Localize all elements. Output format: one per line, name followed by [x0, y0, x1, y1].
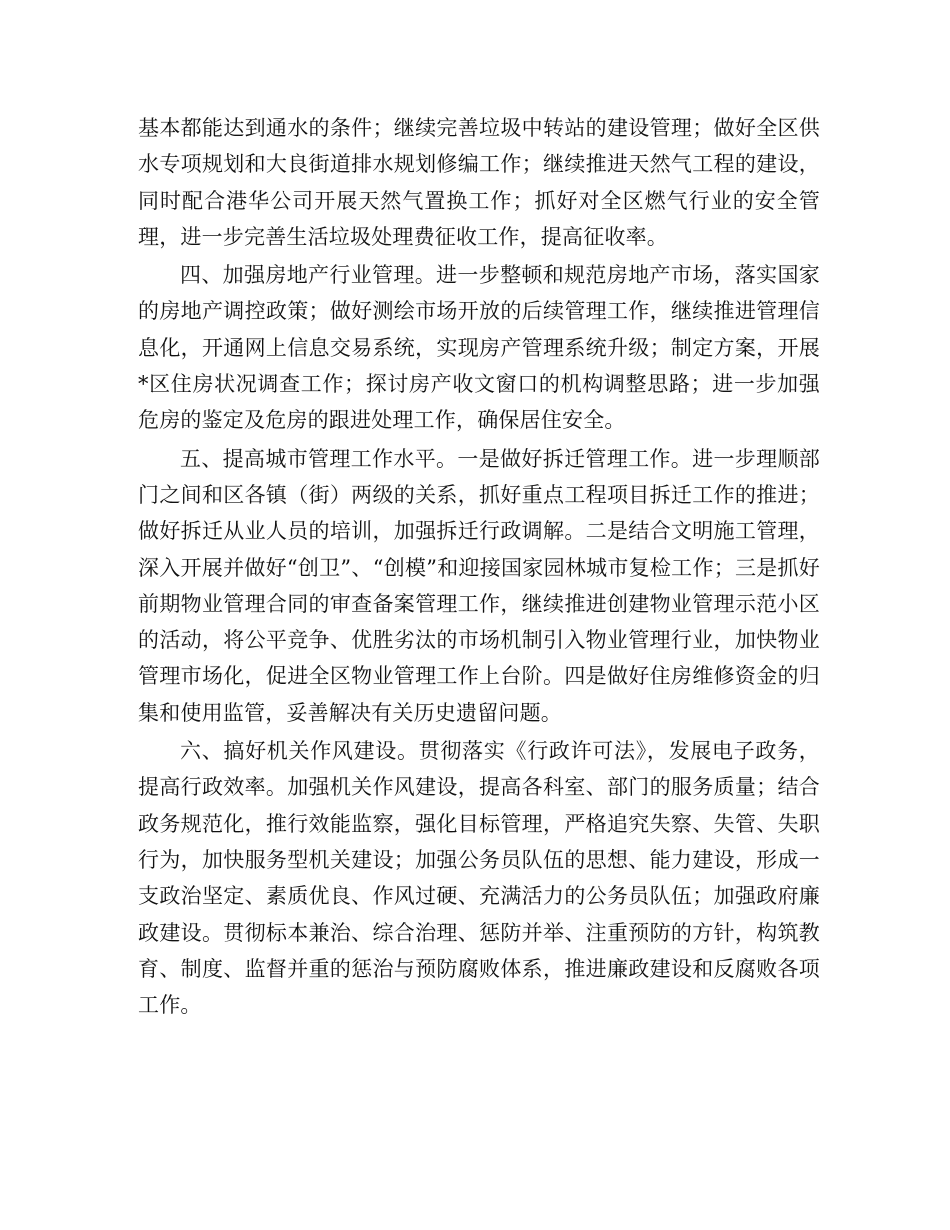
document-page — [138, 110, 820, 1025]
paragraph-section-six: 六、搞好机关作风建设。贯彻落实《行政许可法》，发展电子政务，提高行政效率。加强机关作风建设，提高各科室、部门的服务质量；结合政务规范化，推行效能监察，强化目标管理，严格追究失察、失管、失职行为，加快服务型机关建设；加强公务员队伍的思想、能力建设，形成一支政治坚定、素质优良、作风过硬、充满活力的公务员队伍；加强政府廉政建设。贯彻标本兼治、综合治理、惩防并举、注重预防的方针，构筑教育、制度、监督并重的惩治与预防腐败体系，推进廉政建设和反腐败各项工作。 — [138, 739, 820, 1018]
paragraph-section-four: 四、加强房地产行业管理。进一步整顿和规范房地产市场，落实国家的房地产调控政策；做好测绘市场开放的后续管理工作，继续推进管理信息化，开通网上信息交易系统，实现房产管理系统升级；制定方案，开展*区住房状况调查工作；探讨房产收文窗口的机构调整思路；进一步加强危房的鉴定及危房的跟进处理工作，确保居住安全。 — [138, 263, 820, 433]
paragraph-section-five: 五、提高城市管理工作水平。一是做好拆迁管理工作。进一步理顺部门之间和区各镇（街）两级的关系，抓好重点工程项目拆迁工作的推进；做好拆迁从业人员的培训，加强拆迁行政调解。二是结合文明施工管理，深入开展并做好“创卫”、“创模”和迎接国家园林城市复检工作；三是抓好前期物业管理合同的审查备案管理工作，继续推进创建物业管理示范小区的活动，将公平竞争、优胜劣汰的市场机制引入物业管理行业，加快物业管理市场化，促进全区物业管理工作上台阶。四是做好住房维修资金的归集和使用监管，妥善解决有关历史遗留问题。 — [138, 446, 820, 725]
paragraph-continuation: 基本都能达到通水的条件；继续完善垃圾中转站的建设管理；做好全区供水专项规划和大良街道排水规划修编工作；继续推进天然气工程的建设，同时配合港华公司开展天然气置换工作；抓好对全区燃气行业的安全管理，进一步完善生活垃圾处理费征收工作，提高征收率。 — [138, 116, 820, 249]
